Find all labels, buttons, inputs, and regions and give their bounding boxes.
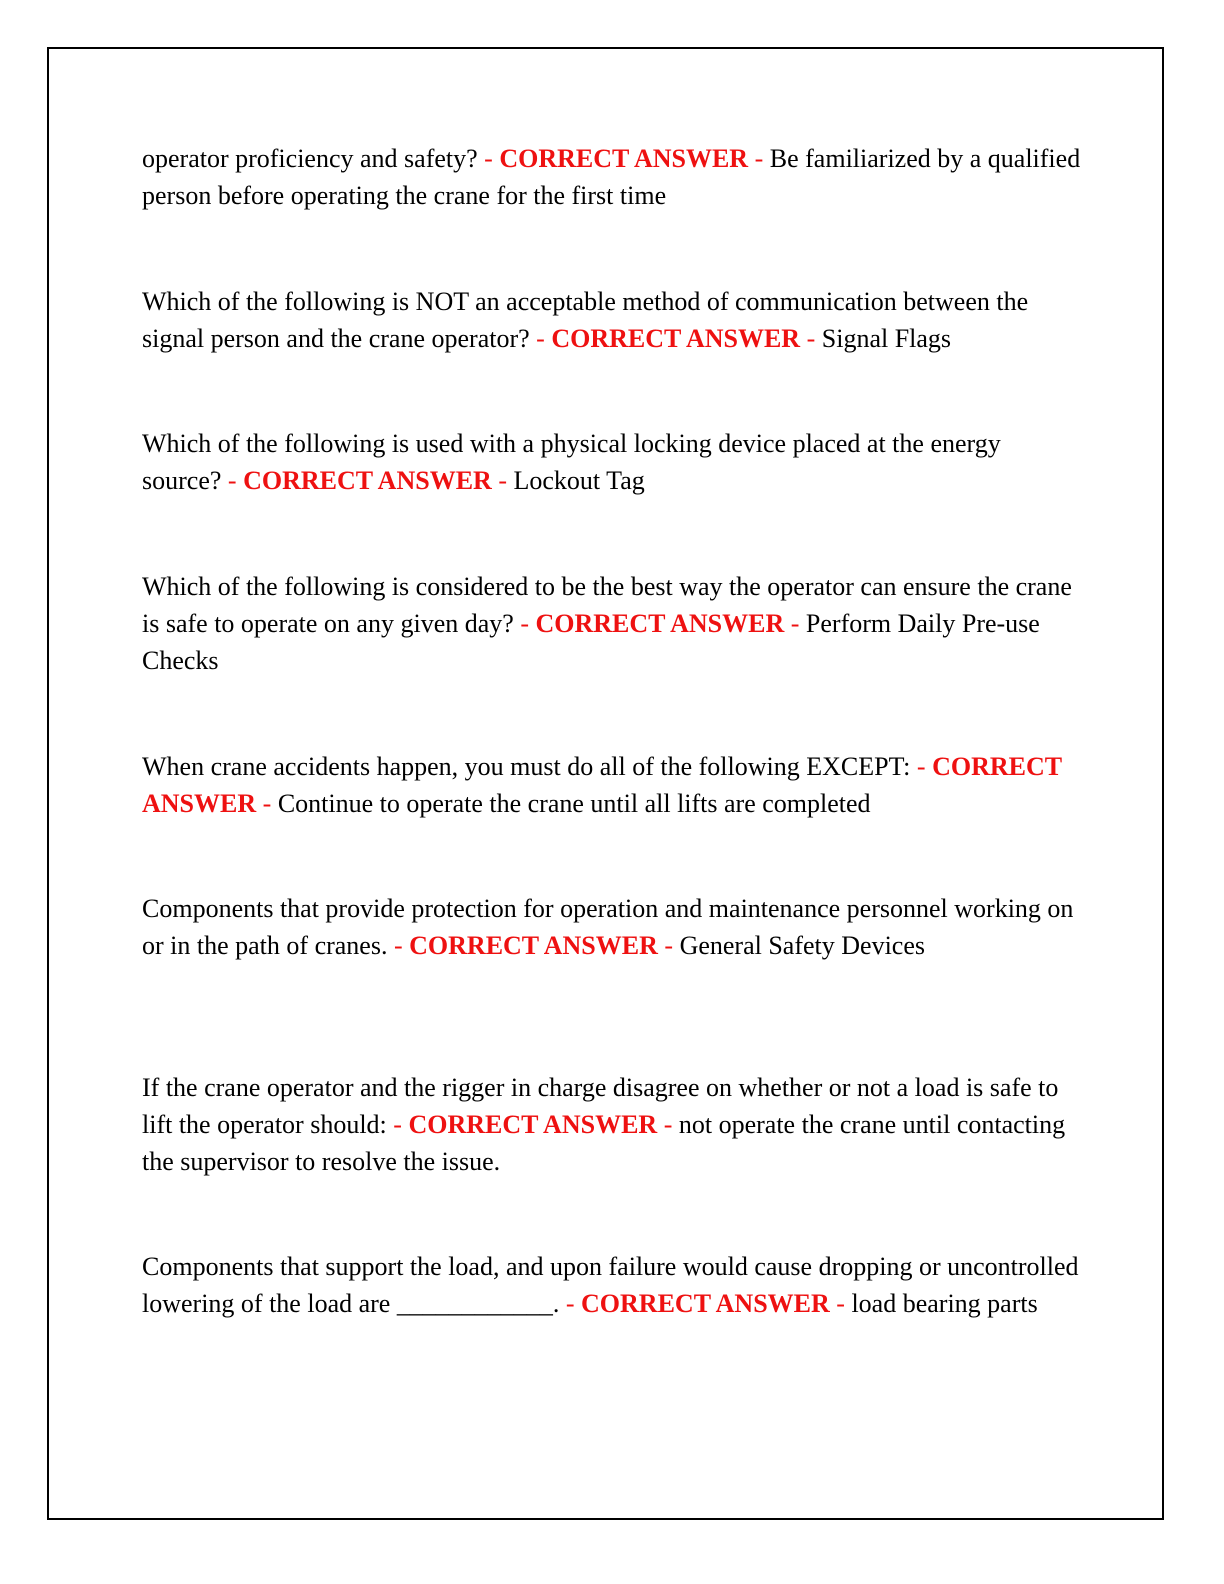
answer-separator: - xyxy=(663,1110,673,1139)
correct-answer-label: CORRECT ANSWER xyxy=(499,144,749,173)
correct-answer-label: CORRECT ANSWER xyxy=(142,752,1062,818)
qa-item-8 xyxy=(142,1248,1082,1322)
qa-item-5 xyxy=(142,748,1082,822)
correct-answer-label: CORRECT ANSWER xyxy=(581,1289,830,1318)
answer-separator: - xyxy=(484,144,493,173)
question-text: Which of the following is used with a physical locking device placed at the energy source? xyxy=(142,429,1001,495)
correct-answer-label: CORRECT ANSWER xyxy=(243,466,492,495)
answer-separator: - xyxy=(664,931,674,960)
correct-answer-label: CORRECT ANSWER xyxy=(535,609,785,638)
answer-separator: - xyxy=(565,1289,575,1318)
correct-answer-label: CORRECT ANSWER xyxy=(408,1110,658,1139)
answer-separator: - xyxy=(806,324,816,353)
answer-text: General Safety Devices xyxy=(679,931,926,960)
answer-separator: - xyxy=(536,324,545,353)
answer-text: Lockout Tag xyxy=(513,466,645,495)
question-text: Components that provide protection for operation and maintenance personnel working on or in the path of cranes. xyxy=(142,894,1074,960)
answer-text: Signal Flags xyxy=(821,324,952,353)
answer-text: load bearing parts xyxy=(851,1289,1038,1318)
answer-text: Perform Daily Pre-use Checks xyxy=(142,609,1040,675)
answer-separator: - xyxy=(916,752,926,781)
qa-item-6 xyxy=(142,890,1082,964)
answer-text: Continue to operate the crane until all lifts are completed xyxy=(277,789,871,818)
answer-separator: - xyxy=(227,466,237,495)
answer-separator: - xyxy=(836,1289,845,1318)
answer-separator: - xyxy=(520,609,529,638)
answer-separator: - xyxy=(754,144,764,173)
correct-answer-label: CORRECT ANSWER xyxy=(409,931,658,960)
answer-separator: - xyxy=(393,1110,402,1139)
answer-text: not operate the crane until contacting the supervisor to resolve the issue. xyxy=(142,1110,1066,1176)
qa-item-1 xyxy=(142,140,1082,214)
question-text: If the crane operator and the rigger in charge disagree on whether or not a load is safe to lift the operator should: xyxy=(142,1073,1059,1139)
question-text: Which of the following is NOT an acceptable method of communication between the signal person and the crane operator? xyxy=(142,287,1029,353)
qa-item-7 xyxy=(142,1069,1082,1180)
question-text: Which of the following is considered to be the best way the operator can ensure the crane is safe to operate on any given day? xyxy=(142,572,1072,638)
answer-text: Be familiarized by a qualified person before operating the crane for the first time xyxy=(142,144,1081,210)
answer-separator: - xyxy=(790,609,800,638)
qa-item-4 xyxy=(142,568,1082,679)
answer-separator: - xyxy=(262,789,272,818)
correct-answer-label: CORRECT ANSWER xyxy=(551,324,801,353)
question-text: operator proficiency and safety? xyxy=(142,144,478,173)
answer-separator: - xyxy=(393,931,403,960)
qa-item-3 xyxy=(142,425,1082,499)
question-text: Components that support the load, and upon failure would cause dropping or uncontrolled lowering of the load are ____________. xyxy=(142,1252,1079,1318)
question-text: When crane accidents happen, you must do all of the following EXCEPT: xyxy=(142,752,911,781)
answer-separator: - xyxy=(498,466,507,495)
qa-item-2 xyxy=(142,283,1082,357)
